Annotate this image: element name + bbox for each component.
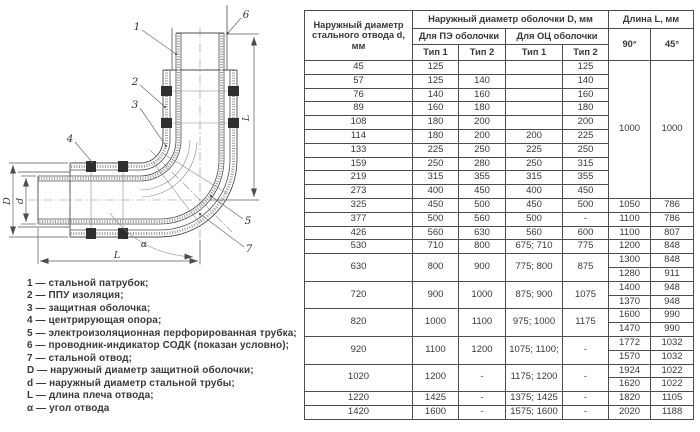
callout-7: 7 <box>245 243 253 255</box>
header-shell-diameter: Наружный диаметр оболочки D, мм <box>413 11 609 29</box>
table-cell: 948 <box>651 295 694 309</box>
table-cell: 250 <box>413 157 459 171</box>
table-cell: 1772 <box>609 336 651 350</box>
table-cell: 250 <box>459 143 506 157</box>
table-cell: 114 <box>305 129 413 143</box>
legend-item: d — наружный диаметр стальной трубы; <box>27 377 235 389</box>
table-cell: 560 <box>413 226 459 240</box>
table-area <box>304 10 696 420</box>
table-cell: 948 <box>651 281 694 295</box>
header-oc-shell: Для ОЦ оболочки <box>506 29 609 45</box>
table-cell: - <box>563 405 609 419</box>
table-cell: 800 <box>459 240 506 254</box>
table-cell: 180 <box>413 116 459 130</box>
table-cell: 450 <box>413 198 459 212</box>
header-pe-shell: Для ПЭ оболочки <box>413 29 506 45</box>
table-cell: 273 <box>305 185 413 199</box>
header-45deg: 45° <box>651 29 694 61</box>
table-cell: 1000 <box>459 281 506 309</box>
table-cell: 500 <box>459 198 506 212</box>
table-cell: 1188 <box>651 405 694 419</box>
header-oc-type2: Тип 2 <box>563 45 609 61</box>
table-cell: 560 <box>459 212 506 226</box>
legend-item: 5 — электроизоляционная перфорированная трубка; <box>27 327 297 339</box>
table-cell: 140 <box>459 74 506 88</box>
table-cell: 975; 1000 <box>506 309 563 337</box>
table-cell: 200 <box>563 116 609 130</box>
table-cell: 500 <box>413 212 459 226</box>
table-cell <box>459 61 506 75</box>
table-cell: 200 <box>506 129 563 143</box>
table-cell: 125 <box>413 61 459 75</box>
table-cell: 911 <box>651 267 694 281</box>
table-cell: 1370 <box>609 295 651 309</box>
callout-4: 4 <box>66 133 74 145</box>
table-cell: 1600 <box>609 309 651 323</box>
table-cell: 450 <box>506 198 563 212</box>
table-cell: 1032 <box>651 336 694 350</box>
table-cell: 630 <box>305 254 413 282</box>
diagram-legend <box>27 278 302 415</box>
table-cell: 159 <box>305 157 413 171</box>
table-cell: 630 <box>459 226 506 240</box>
legend-item: 2 — ППУ изоляция; <box>27 290 124 302</box>
table-cell: 140 <box>413 88 459 102</box>
table-cell: 2020 <box>609 405 651 419</box>
legend-item: 4 — центрирующая опора; <box>27 315 162 327</box>
table-cell: 400 <box>413 185 459 199</box>
table-cell: 1400 <box>609 281 651 295</box>
table-cell: 125 <box>413 74 459 88</box>
table-cell: - <box>459 364 506 392</box>
table-cell: - <box>563 364 609 392</box>
table-row <box>305 364 694 378</box>
table-cell: 325 <box>305 198 413 212</box>
table-row <box>305 212 694 226</box>
table-cell: 1620 <box>609 378 651 392</box>
table-cell: 280 <box>459 157 506 171</box>
table-cell: 377 <box>305 212 413 226</box>
legend-item: 7 — стальной отвод; <box>27 352 133 364</box>
table-cell <box>506 102 563 116</box>
table-cell: 1100 <box>609 226 651 240</box>
callout-6: 6 <box>242 9 250 21</box>
table-row <box>305 61 694 75</box>
table-row <box>305 281 694 295</box>
table-cell: 560 <box>506 226 563 240</box>
table-cell: 990 <box>651 323 694 337</box>
table-cell: 848 <box>651 240 694 254</box>
table-row <box>305 309 694 323</box>
table-cell: 1000 <box>609 61 651 199</box>
table-cell: 1425 <box>413 392 459 406</box>
table-cell: 720 <box>305 281 413 309</box>
dimensions-table <box>304 10 694 420</box>
table-cell: 900 <box>413 281 459 309</box>
table-cell: - <box>459 405 506 419</box>
table-cell: 160 <box>563 88 609 102</box>
table-cell: 1175 <box>563 309 609 337</box>
table-cell: 990 <box>651 309 694 323</box>
table-cell: - <box>459 392 506 406</box>
table-cell: 1575; 1600 <box>506 405 563 419</box>
table-cell: 1420 <box>305 405 413 419</box>
callout-1: 1 <box>133 21 141 33</box>
table-cell: 1600 <box>413 405 459 419</box>
table-cell: 200 <box>459 129 506 143</box>
table-cell: 160 <box>413 102 459 116</box>
table-cell: 1050 <box>609 198 651 212</box>
legend-item: 1 — стальной патрубок; <box>27 278 149 289</box>
sodk-wires <box>18 5 227 227</box>
legend-item: D — наружный диаметр защитной оболочки; <box>27 365 254 377</box>
table-cell <box>506 74 563 88</box>
table-cell: 675; 710 <box>506 240 563 254</box>
table-cell: 1100 <box>413 336 459 364</box>
table-cell: 1075; 1100; <box>506 336 563 364</box>
table-cell: 400 <box>506 185 563 199</box>
table-cell: 1375; 1425 <box>506 392 563 406</box>
table-cell: 1075 <box>563 281 609 309</box>
table-cell: 45 <box>305 61 413 75</box>
table-cell: 1924 <box>609 364 651 378</box>
table-cell: 775 <box>563 240 609 254</box>
table-cell: 1300 <box>609 254 651 268</box>
table-cell <box>506 116 563 130</box>
table-row <box>305 226 694 240</box>
header-steel-diameter: Наружный диаметр стального отвода d, мм <box>305 11 413 61</box>
table-cell: 500 <box>563 198 609 212</box>
dim-label-D: D <box>2 197 13 205</box>
table-cell: 875; 900 <box>506 281 563 309</box>
angle-label: α <box>140 239 148 250</box>
header-length: Длина L, мм <box>609 11 694 29</box>
table-cell: - <box>563 212 609 226</box>
table-cell <box>506 61 563 75</box>
table-cell: 1100 <box>459 309 506 337</box>
table-cell: 775; 800 <box>506 254 563 282</box>
header-90deg: 90° <box>609 29 651 61</box>
table-cell: 1000 <box>651 61 694 199</box>
dim-label-d: d <box>15 197 26 205</box>
table-cell: 250 <box>563 143 609 157</box>
legend-item: 6 — проводник-индикатор СОДК (показан условно); <box>27 340 290 352</box>
table-cell: 1000 <box>413 309 459 337</box>
table-cell: 786 <box>651 212 694 226</box>
table-cell: 1220 <box>305 392 413 406</box>
table-cell: 1100 <box>609 212 651 226</box>
table-cell: 1470 <box>609 323 651 337</box>
table-row <box>305 405 694 419</box>
table-cell: 125 <box>563 61 609 75</box>
table-cell: 710 <box>413 240 459 254</box>
dim-label-L-bottom: L <box>113 250 121 261</box>
legend-item: L — длина плеча отвода; <box>27 390 154 402</box>
table-cell: 1200 <box>413 364 459 392</box>
table-cell: 180 <box>563 102 609 116</box>
table-cell: 500 <box>506 212 563 226</box>
table-cell: 450 <box>459 185 506 199</box>
header-pe-type1: Тип 1 <box>413 45 459 61</box>
dim-label-L-right: L <box>241 114 252 122</box>
table-cell <box>506 88 563 102</box>
table-cell: 807 <box>651 226 694 240</box>
table-row <box>305 240 694 254</box>
table-cell: 355 <box>459 171 506 185</box>
table-cell: 315 <box>506 171 563 185</box>
table-cell: 875 <box>563 254 609 282</box>
table-cell: 200 <box>459 116 506 130</box>
table-cell: - <box>563 392 609 406</box>
table-cell: 786 <box>651 198 694 212</box>
table-cell: 1022 <box>651 364 694 378</box>
table-cell: 530 <box>305 240 413 254</box>
table-cell: 1200 <box>609 240 651 254</box>
table-cell: 250 <box>506 157 563 171</box>
table-cell: 450 <box>563 185 609 199</box>
table-cell: 89 <box>305 102 413 116</box>
table-cell: 1820 <box>609 392 651 406</box>
elbow-diagram <box>0 0 305 274</box>
callout-2: 2 <box>131 76 139 88</box>
table-cell: 108 <box>305 116 413 130</box>
bend-seams <box>140 140 227 222</box>
table-cell: 160 <box>459 88 506 102</box>
table-cell: 315 <box>413 171 459 185</box>
table-cell: 1175; 1200 <box>506 364 563 392</box>
center-lines <box>28 28 232 265</box>
table-cell: 1570 <box>609 350 651 364</box>
callout-5: 5 <box>244 215 252 227</box>
table-cell: 1200 <box>459 336 506 364</box>
table-cell: 225 <box>563 129 609 143</box>
table-cell: 426 <box>305 226 413 240</box>
table-cell: 920 <box>305 336 413 364</box>
elbow-drawing <box>0 0 305 274</box>
table-cell: 219 <box>305 171 413 185</box>
callout-3: 3 <box>131 99 139 111</box>
table-row <box>305 392 694 406</box>
table-cell: 800 <box>413 254 459 282</box>
table-cell: 1280 <box>609 267 651 281</box>
legend-item: 3 — защитная оболочка; <box>27 302 151 314</box>
table-cell: 315 <box>563 157 609 171</box>
table-cell: 355 <box>563 171 609 185</box>
table-cell: 1022 <box>651 378 694 392</box>
table-cell: 76 <box>305 88 413 102</box>
table-cell: 140 <box>563 74 609 88</box>
table-cell: 180 <box>413 129 459 143</box>
table-cell: 600 <box>563 226 609 240</box>
table-cell: 1032 <box>651 350 694 364</box>
table-cell: 1020 <box>305 364 413 392</box>
table-cell: 900 <box>459 254 506 282</box>
table-row <box>305 198 694 212</box>
steel-pipe <box>38 33 224 224</box>
table-cell: 180 <box>459 102 506 116</box>
table-row <box>305 336 694 350</box>
table-cell: 57 <box>305 74 413 88</box>
header-oc-type1: Тип 1 <box>506 45 563 61</box>
legend-item: α — угол отвода <box>27 402 110 414</box>
table-cell: - <box>563 336 609 364</box>
table-cell: 225 <box>506 143 563 157</box>
table-row <box>305 254 694 268</box>
table-cell: 848 <box>651 254 694 268</box>
table-cell: 820 <box>305 309 413 337</box>
table-cell: 133 <box>305 143 413 157</box>
header-pe-type2: Тип 2 <box>459 45 506 61</box>
table-cell: 225 <box>413 143 459 157</box>
table-cell: 1105 <box>651 392 694 406</box>
